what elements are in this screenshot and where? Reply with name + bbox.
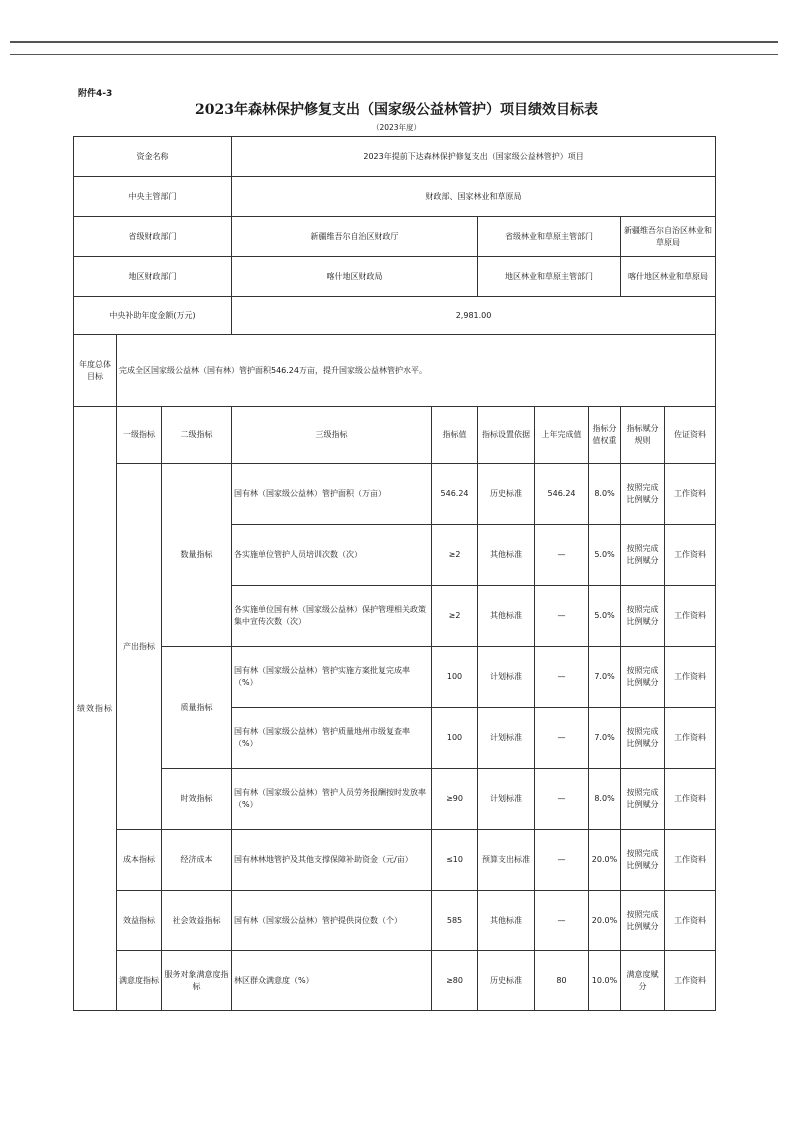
row-last: —	[535, 647, 589, 708]
header-rule-bottom	[10, 54, 778, 55]
row-weight: 5.0%	[589, 525, 621, 586]
header-basis: 指标设置依据	[478, 407, 535, 464]
document-subtitle: （2023年度）	[371, 123, 422, 132]
row-basis: 计划标准	[478, 769, 535, 830]
header-level2: 二级指标	[162, 407, 232, 464]
header-rule: 指标赋分规则	[621, 407, 665, 464]
prov-forest-label: 省级林业和草原主管部门	[478, 217, 621, 257]
row-evidence: 工作资料	[665, 708, 716, 769]
group-quantity: 数量指标	[162, 464, 232, 647]
group-satisfaction: 满意度指标	[117, 951, 162, 1011]
row-name: 国有林（国家级公益林）管护人员劳务报酬按时发放率（%）	[232, 769, 432, 830]
row-evidence: 工作资料	[665, 891, 716, 951]
row-evidence: 工作资料	[665, 951, 716, 1011]
row-value: ≥90	[432, 769, 478, 830]
header-level3: 三级指标	[232, 407, 432, 464]
row-basis: 计划标准	[478, 647, 535, 708]
row-weight: 10.0%	[589, 951, 621, 1011]
row-last: —	[535, 769, 589, 830]
table-row	[74, 891, 716, 951]
row-basis: 其他标准	[478, 586, 535, 647]
group-service-satisfaction: 服务对象满意度指标	[162, 951, 232, 1011]
row-rule: 满意度赋分	[621, 951, 665, 1011]
row-rule: 按照完成比例赋分	[621, 647, 665, 708]
table-row	[74, 464, 716, 525]
goal-label: 年度总体目标	[74, 335, 117, 407]
amount-label: 中央补助年度金额(万元)	[74, 297, 232, 335]
row-last: —	[535, 830, 589, 891]
central-dept-row	[74, 177, 716, 217]
row-name: 各实施单位国有林（国家级公益林）保护管理相关政策集中宣传次数（次）	[232, 586, 432, 647]
group-output: 产出指标	[117, 464, 162, 830]
header-evidence: 佐证资料	[665, 407, 716, 464]
header-weight: 指标分值权重	[589, 407, 621, 464]
row-name: 国有林（国家级公益林）管护提供岗位数（个）	[232, 891, 432, 951]
table-row	[74, 647, 716, 708]
row-name: 林区群众满意度（%）	[232, 951, 432, 1011]
row-name: 国有林（国家级公益林）管护质量地州市级复查率（%）	[232, 708, 432, 769]
row-value: 546.24	[432, 464, 478, 525]
region-fin-value: 喀什地区财政局	[232, 257, 478, 297]
region-dept-row	[74, 257, 716, 297]
attachment-label: 附件4-3	[78, 89, 113, 99]
row-value: 100	[432, 647, 478, 708]
row-evidence: 工作资料	[665, 525, 716, 586]
row-name: 各实施单位管护人员培训次数（次）	[232, 525, 432, 586]
table-header-row	[74, 407, 716, 464]
row-evidence: 工作资料	[665, 464, 716, 525]
row-basis: 预算支出标准	[478, 830, 535, 891]
fund-name-label: 资金名称	[74, 137, 232, 177]
performance-table	[73, 136, 716, 1011]
row-evidence: 工作资料	[665, 769, 716, 830]
row-basis: 历史标准	[478, 951, 535, 1011]
row-rule: 按照完成比例赋分	[621, 464, 665, 525]
row-weight: 20.0%	[589, 891, 621, 951]
fund-name-row	[74, 137, 716, 177]
row-value: ≥2	[432, 586, 478, 647]
row-name: 国有林（国家级公益林）管护实施方案批复完成率（%）	[232, 647, 432, 708]
row-basis: 其他标准	[478, 525, 535, 586]
row-weight: 5.0%	[589, 586, 621, 647]
goal-text: 完成全区国家级公益林（国有林）管护面积546.24万亩，提升国家级公益林管护水平。	[117, 335, 716, 407]
central-dept-value: 财政部、国家林业和草原局	[232, 177, 716, 217]
row-rule: 按照完成比例赋分	[621, 891, 665, 951]
row-rule: 按照完成比例赋分	[621, 525, 665, 586]
header-last-year: 上年完成值	[535, 407, 589, 464]
row-weight: 7.0%	[589, 708, 621, 769]
row-rule: 按照完成比例赋分	[621, 830, 665, 891]
header-rule-top	[10, 41, 778, 43]
header-value: 指标值	[432, 407, 478, 464]
row-last: —	[535, 586, 589, 647]
table-row	[74, 951, 716, 1011]
perf-label: 绩效指标	[74, 407, 117, 1011]
group-cost: 成本指标	[117, 830, 162, 891]
amount-value: 2,981.00	[232, 297, 716, 335]
row-last: 546.24	[535, 464, 589, 525]
row-basis: 历史标准	[478, 464, 535, 525]
group-social-benefit: 社会效益指标	[162, 891, 232, 951]
row-basis: 其他标准	[478, 891, 535, 951]
row-rule: 按照完成比例赋分	[621, 586, 665, 647]
row-weight: 7.0%	[589, 647, 621, 708]
region-forest-value: 喀什地区林业和草原局	[621, 257, 716, 297]
region-forest-label: 地区林业和草原主管部门	[478, 257, 621, 297]
table-row	[74, 769, 716, 830]
amount-row	[74, 297, 716, 335]
row-value: 100	[432, 708, 478, 769]
row-weight: 20.0%	[589, 830, 621, 891]
group-quality: 质量指标	[162, 647, 232, 769]
header-level1: 一级指标	[117, 407, 162, 464]
central-dept-label: 中央主管部门	[74, 177, 232, 217]
row-value: ≤10	[432, 830, 478, 891]
row-value: 585	[432, 891, 478, 951]
row-last: 80	[535, 951, 589, 1011]
row-name: 国有林林地管护及其他支撑保障补助资金（元/亩）	[232, 830, 432, 891]
document-title: 2023年森林保护修复支出（国家级公益林管护）项目绩效目标表	[195, 102, 598, 118]
row-value: ≥80	[432, 951, 478, 1011]
row-evidence: 工作资料	[665, 647, 716, 708]
region-fin-label: 地区财政部门	[74, 257, 232, 297]
row-rule: 按照完成比例赋分	[621, 708, 665, 769]
prov-fin-value: 新疆维吾尔自治区财政厅	[232, 217, 478, 257]
prov-forest-value: 新疆维吾尔自治区林业和草原局	[621, 217, 716, 257]
prov-dept-row	[74, 217, 716, 257]
table-row	[74, 830, 716, 891]
row-last: —	[535, 525, 589, 586]
row-evidence: 工作资料	[665, 586, 716, 647]
row-evidence: 工作资料	[665, 830, 716, 891]
row-weight: 8.0%	[589, 464, 621, 525]
row-last: —	[535, 708, 589, 769]
prov-fin-label: 省级财政部门	[74, 217, 232, 257]
row-last: —	[535, 891, 589, 951]
group-benefit: 效益指标	[117, 891, 162, 951]
row-rule: 按照完成比例赋分	[621, 769, 665, 830]
fund-name-value: 2023年提前下达森林保护修复支出（国家级公益林管护）项目	[232, 137, 716, 177]
row-name: 国有林（国家级公益林）管护面积（万亩）	[232, 464, 432, 525]
row-value: ≥2	[432, 525, 478, 586]
group-economic-cost: 经济成本	[162, 830, 232, 891]
row-weight: 8.0%	[589, 769, 621, 830]
row-basis: 计划标准	[478, 708, 535, 769]
group-timeliness: 时效指标	[162, 769, 232, 830]
goal-row	[74, 335, 716, 407]
